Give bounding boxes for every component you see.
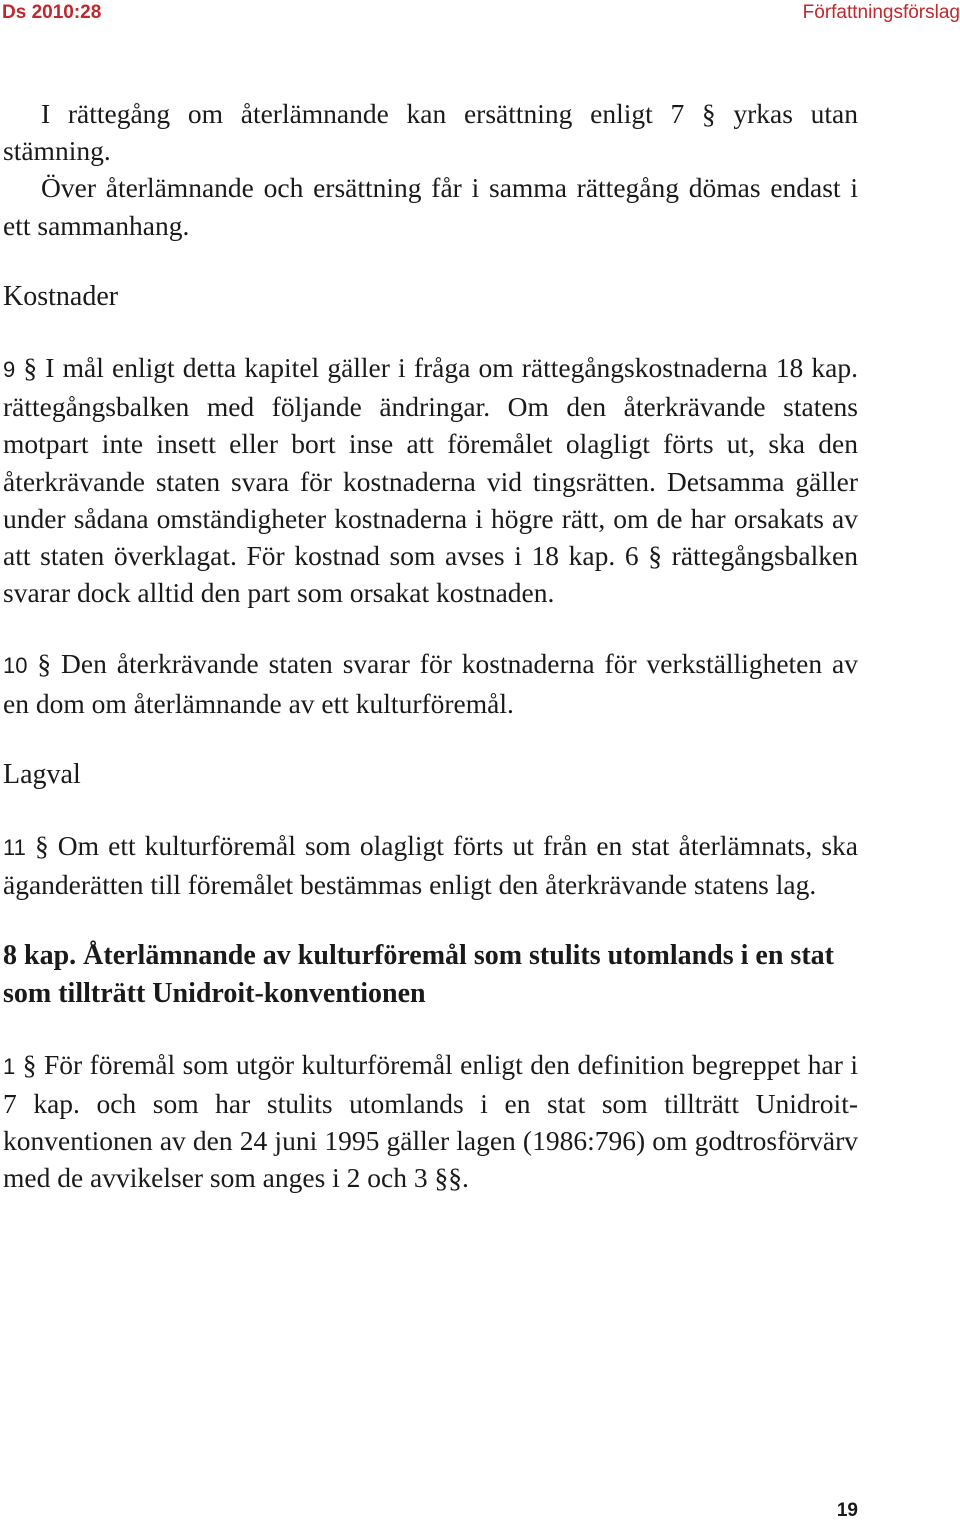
- paragraph-text: § Den återkrävande staten svarar för kostnaderna för verkställigheten av en dom om återlämnande av ett kulturföremål.: [3, 648, 858, 719]
- section-heading-lagval: Lagval: [3, 758, 81, 790]
- document-body: [3, 95, 858, 1197]
- document-id: Ds 2010:28: [2, 2, 102, 23]
- paragraph-text: § För föremål som utgör kulturföremål enligt den definition begreppet har i 7 kap. och som har stulits utomlands i en stat som tillträtt Unidroit-konventionen av den 24 juni 1995 gäller lagen (1986:796) om godtrosförvärv med de avvikelser som anges i 2 och 3 §§.: [3, 1048, 858, 1194]
- running-header: [0, 2, 960, 28]
- chapter-heading: 8 kap. Återlämnande av kulturföremål som stulits utomlands i en stat som tillträtt Unidroit-konventionen: [3, 940, 834, 1009]
- paragraph: I rättegång om återlämnande kan ersättning enligt 7 § yrkas utan stämning.: [3, 98, 858, 167]
- paragraph-1: [3, 1046, 858, 1197]
- paragraph-number: 11: [3, 835, 26, 861]
- paragraph-number: 10: [3, 653, 28, 679]
- paragraph-text: § Om ett kulturföremål som olagligt förts ut från en stat återlämnats, ska äganderätten till föremålet bestämmas enligt den återkrävande statens lag.: [3, 830, 858, 901]
- paragraph-number: 9: [3, 357, 16, 383]
- section-title: Författningsförslag: [802, 2, 960, 23]
- page-number: 19: [836, 1500, 858, 1521]
- paragraph-9: [3, 349, 858, 611]
- paragraph-11: [3, 827, 858, 903]
- paragraph-number: 1: [3, 1053, 16, 1079]
- paragraph-10: [3, 645, 858, 721]
- paragraph-text: § I mål enligt detta kapitel gäller i fråga om rättegångskostnaderna 18 kap. rättegångsbalken med följande ändringar. Om den återkrävande statens motpart inte insett eller bort inse att föremålet olagligt förts ut, ska den återkrävande staten svara för kostnaderna vid tingsrätten. Detsamma gäller under sådana omständigheter kostnaderna i högre rätt, om de har orsakats av att staten överklagat. För kostnad som avses i 18 kap. 6 § rättegångsbalken svarar dock alltid den part som orsakat kostnaden.: [3, 352, 858, 609]
- section-heading-kostnader: Kostnader: [3, 280, 119, 312]
- paragraph: Över återlämnande och ersättning får i samma rättegång dömas endast i ett sammanhang.: [3, 172, 858, 241]
